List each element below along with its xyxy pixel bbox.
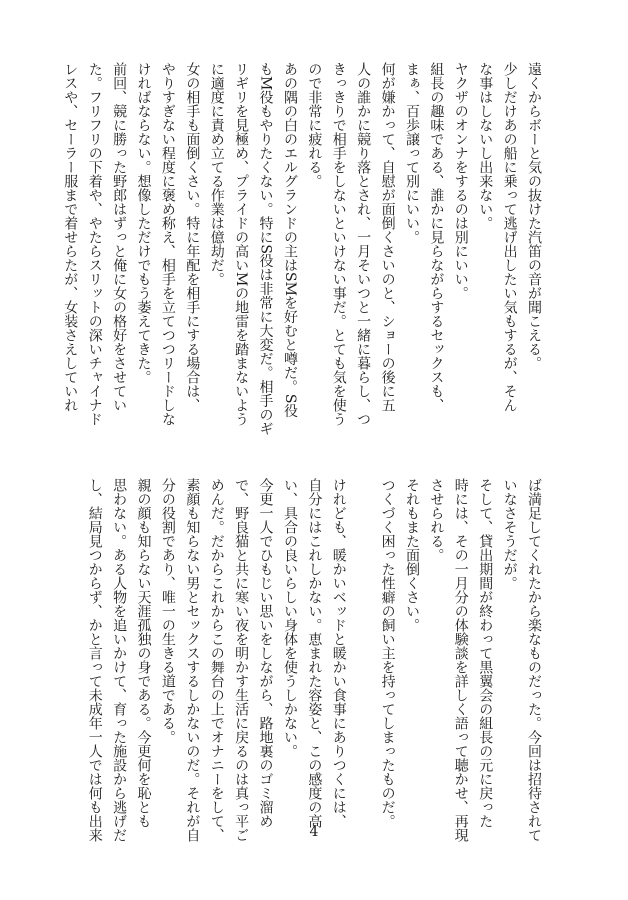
text-line: リギリを見極め、プライドの高いMの地雷を踏まないよう — [233, 62, 250, 427]
text-line: 何が嫌かって、自慰が面倒くさいのと、ショーの後に五 — [379, 62, 396, 412]
text-line: 親の顔も知らない天涯孤独の身である。今更何を恥とも — [135, 478, 152, 828]
text-line: ければならない。想像しただけでもう萎えてきた。 — [135, 62, 152, 384]
text-line: やりすぎない程度に褒め称え、相手を立てつつリードしな — [159, 62, 176, 426]
text-line: で、野良猫と共に寒い夜を明かす生活に戻るのは真っ平ご — [233, 478, 250, 842]
text-line: ば満足してくれたから楽なものだった。今回は招待されて — [526, 478, 542, 842]
text-line: まぁ、百歩譲って別にいい。 — [403, 62, 420, 244]
text-line: 少しだけあの船に乗って逃げ出したい気もするが、そん — [501, 62, 518, 412]
text-line: 素顔も知らない男とセックスするしかないのだ。それが自 — [184, 478, 201, 842]
page-number: 4 — [309, 824, 319, 840]
text-line: 前回、競に勝った野郎はずっと俺に女の格好をさせてい — [111, 62, 128, 412]
text-line: 人の誰かに競り落とされ、一月そいつと一緒に暮らし、つ — [355, 62, 372, 426]
text-line: し、結局見つからず、かと言って未成年一人では何も出来 — [86, 478, 103, 842]
text-line — [351, 478, 375, 738]
text-line: 女の相手も面倒くさい。特に年配を相手にする場合は、 — [184, 62, 201, 412]
text-line: に適度に責め立てる作業は億劫だ。 — [208, 62, 225, 286]
text-line: それもまた面倒くさい。 — [403, 478, 420, 632]
text-line: けれども、暖かいベッドと暖かい食事にありつくには、 — [330, 478, 347, 828]
text-line: いなさそうだが。 — [501, 478, 518, 590]
text-line: 組長の趣味である、誰かに見らながらするセックスも、 — [428, 62, 445, 412]
text-line: ので非常に疲れる。 — [306, 62, 323, 188]
text-line: きっきりで相手をしないといけない事だ。とても気を使う — [330, 62, 347, 426]
text-line: あの隅の白のエルグランドの主はSMを好むと噂だ。S役 — [281, 62, 298, 418]
text-line: た。フリフリの下着や、やたらスリットの深いチャイナド — [86, 62, 103, 426]
text-line: そして、貸出期間が終わって黒翼会の組長の元に戻った — [477, 478, 494, 828]
text-line: 自分にはこれしかない。恵まれた容姿と、この感度の高 — [306, 478, 323, 828]
text-line: い、具合の良いらしい身体を使うしかない。 — [281, 478, 298, 758]
text-line: 思わない。ある人物を追いかけて、育った施設から逃げだ — [111, 478, 128, 842]
text-line: させられる。 — [428, 478, 445, 562]
text-line: もM役もやりたくない。特にS役は非常に大変だ。相手のギ — [257, 62, 274, 436]
upper-text-block — [62, 62, 546, 436]
text-line: めんだ。だからこれからこの舞台の上でオナニーをして、 — [208, 478, 225, 842]
text-line: 分の役割であり、唯一の生きる道である。 — [159, 478, 176, 744]
text-line: 時には、その一月分の体験談を詳しく語って聴かせ、再現 — [452, 478, 469, 842]
lower-text-block — [76, 478, 546, 842]
text-line: つくづく困った性癖の飼い主を持ってしまったものだ。 — [379, 478, 396, 828]
text-line: ヤクザのオンナをするのは別にいい。 — [452, 62, 469, 300]
text-line: レスや、セーラー服まで着せらたが、女装さえしていれ — [62, 62, 79, 412]
text-line: な事はしないし出来ない。 — [477, 62, 494, 230]
text-line: 遠くからボーと気の抜けた汽笛の音が聞こえる。 — [526, 62, 542, 370]
text-line: 今更一人でひもじい思いをしながら、路地裏のゴミ溜め — [257, 478, 274, 828]
